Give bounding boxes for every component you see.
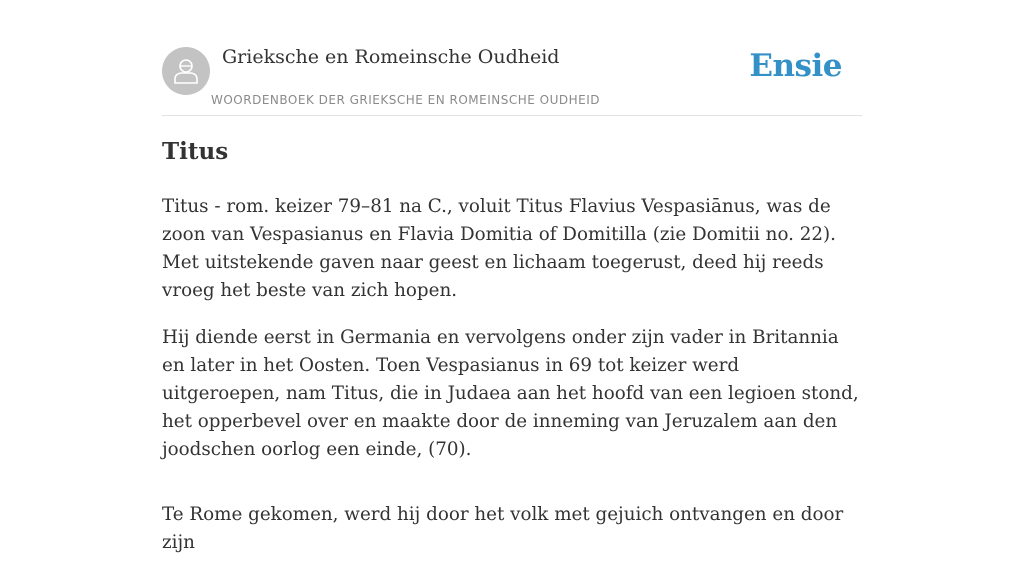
ensie-logo[interactable]: Ensie	[749, 48, 842, 84]
user-icon	[171, 56, 201, 86]
paragraph: Hij diende eerst in Germania en vervolgens onder zijn vader in Britannia en later in het Oosten. Toen Vespasianus in 69 tot keizer werd uitgeroepen, nam Titus, die in Judaea aan het hoofd van een legioen stond, het opperbevel over en maakte door de inneming van Jeruzalem aan den joodschen oorlog een einde, (70).	[162, 327, 859, 460]
page-header	[162, 44, 862, 116]
article-body	[162, 193, 862, 576]
source-avatar[interactable]	[162, 47, 210, 95]
source-subtitle-link[interactable]: WOORDENBOEK DER GRIEKSCHE EN ROMEINSCHE OUDHEID	[211, 93, 601, 107]
source-name-link[interactable]: Grieksche en Romeinsche Oudheid	[222, 46, 560, 68]
paragraph: Te Rome gekomen, werd hij door het volk met gejuich ontvangen en door zijn	[162, 504, 844, 553]
article-title: Titus	[162, 138, 229, 165]
paragraph: Titus - rom. keizer 79–81 na C., voluit Titus Flavius Vespasiānus, was de zoon van Vespasianus en Flavia Domitia of Domitilla (zie Domitii no. 22). Met uitstekende gaven naar geest en lichaam toegerust, deed hij reeds vroeg het beste van zich hopen.	[162, 196, 836, 301]
